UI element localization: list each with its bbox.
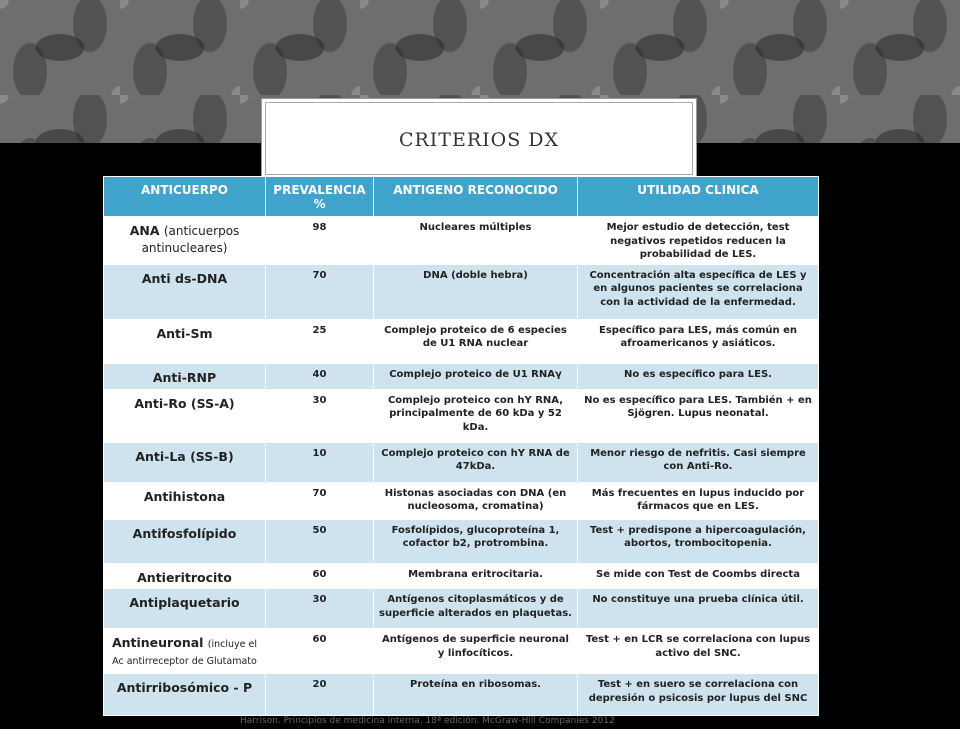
cell-clinical-use: Más frecuentes en lupus inducido por fármacos que en LES. xyxy=(578,482,819,519)
header-anticuerpo: ANTICUERPO xyxy=(104,177,266,217)
cell-prevalence: 10 xyxy=(266,442,374,482)
table-row xyxy=(104,319,819,363)
citation-footer: Harrison. Principios de medicina interna. 18ª edición. McGraw-Hill Companies 2012 xyxy=(240,716,615,726)
cell-clinical-use: Concentración alta específica de LES y en algunos pacientes se correlaciona con la actividad de la enfermedad. xyxy=(578,264,819,319)
cell-antigen: Membrana eritrocitaria. xyxy=(374,563,578,589)
cell-prevalence: 60 xyxy=(266,563,374,589)
antibody-note: (anticuerpos antinucleares) xyxy=(141,224,240,255)
antibody-table-image xyxy=(103,176,818,709)
antibody-name: Antifosfolípido xyxy=(132,525,237,541)
cell-antibody xyxy=(104,482,266,519)
header-antigeno: ANTIGENO RECONOCIDO xyxy=(374,177,578,217)
cell-antigen: Antígenos de superficie neuronal y linfocíticos. xyxy=(374,629,578,674)
cell-antibody xyxy=(104,519,266,563)
cell-antibody xyxy=(104,389,266,442)
antibody-name: Antieritrocito xyxy=(137,569,232,585)
antibody-name: Antineuronal xyxy=(111,635,204,651)
cell-antigen: DNA (doble hebra) xyxy=(374,264,578,319)
table-row xyxy=(104,629,819,674)
cell-clinical-use: Test + en LCR se correlaciona con lupus activo del SNC. xyxy=(578,629,819,674)
cell-antigen: Histonas asociadas con DNA (en nucleosoma, cromatina) xyxy=(374,482,578,519)
table-row xyxy=(104,264,819,319)
cell-antigen: Complejo proteico con hY RNA de 47kDa. xyxy=(374,442,578,482)
cell-antigen: Complejo proteico con hY RNA, principalmente de 60 kDa y 52 kDa. xyxy=(374,389,578,442)
antibody-name: Anti-Sm xyxy=(156,325,213,341)
cell-antibody xyxy=(104,589,266,629)
cell-antibody xyxy=(104,674,266,716)
antibody-table xyxy=(103,176,819,716)
table-row xyxy=(104,363,819,389)
cell-antibody xyxy=(104,363,266,389)
cell-antibody xyxy=(104,629,266,674)
cell-prevalence: 50 xyxy=(266,519,374,563)
cell-clinical-use: Específico para LES, más común en afroamericanos y asiáticos. xyxy=(578,319,819,363)
cell-antigen: Fosfolípidos, glucoproteína 1, cofactor b2, protrombina. xyxy=(374,519,578,563)
cell-antibody xyxy=(104,264,266,319)
table-row xyxy=(104,563,819,589)
cell-antigen: Complejo proteico de U1 RNAγ xyxy=(374,363,578,389)
cell-clinical-use: No constituye una prueba clínica útil. xyxy=(578,589,819,629)
cell-clinical-use: No es específico para LES. También + en Sjögren. Lupus neonatal. xyxy=(578,389,819,442)
antibody-name: ANA xyxy=(129,223,160,238)
header-utilidad: UTILIDAD CLINICA xyxy=(578,177,819,217)
cell-prevalence: 25 xyxy=(266,319,374,363)
header-prevalencia: PREVALENCIA % xyxy=(266,177,374,217)
cell-antigen: Antígenos citoplasmáticos y de superficie alterados en plaquetas. xyxy=(374,589,578,629)
cell-prevalence: 30 xyxy=(266,389,374,442)
cell-antigen: Complejo proteico de 6 especies de U1 RNA nuclear xyxy=(374,319,578,363)
table-header-row xyxy=(104,177,819,217)
cell-antigen: Proteína en ribosomas. xyxy=(374,674,578,716)
table-row xyxy=(104,589,819,629)
cell-prevalence: 98 xyxy=(266,217,374,265)
table-row xyxy=(104,217,819,265)
table-row xyxy=(104,389,819,442)
cell-prevalence: 40 xyxy=(266,363,374,389)
cell-prevalence: 30 xyxy=(266,589,374,629)
cell-clinical-use: No es específico para LES. xyxy=(578,363,819,389)
antibody-name: Anti ds-DNA xyxy=(141,270,228,286)
table-row xyxy=(104,519,819,563)
antibody-name: Anti-La (SS-B) xyxy=(135,448,234,464)
title-box xyxy=(261,98,697,179)
cell-antibody xyxy=(104,563,266,589)
cell-clinical-use: Test + en suero se correlaciona con depresión o psicosis por lupus del SNC xyxy=(578,674,819,716)
cell-clinical-use: Mejor estudio de detección, test negativos repetidos reducen la probabilidad de LES. xyxy=(578,217,819,265)
cell-clinical-use: Menor riesgo de nefritis. Casi siempre con Anti-Ro. xyxy=(578,442,819,482)
cell-clinical-use: Se mide con Test de Coombs directa xyxy=(578,563,819,589)
cell-antigen: Nucleares múltiples xyxy=(374,217,578,265)
antibody-name: Antirribosómico - P xyxy=(116,680,253,696)
antibody-note: (incluye el Ac antirreceptor de Glutamato xyxy=(112,639,258,668)
cell-prevalence: 60 xyxy=(266,629,374,674)
slide-title: CRITERIOS DX xyxy=(398,129,560,151)
cell-prevalence: 70 xyxy=(266,264,374,319)
antibody-name: Antiplaquetario xyxy=(129,595,240,611)
table-row xyxy=(104,482,819,519)
antibody-name: Anti-RNP xyxy=(152,369,217,385)
table-row xyxy=(104,674,819,716)
cell-prevalence: 70 xyxy=(266,482,374,519)
table-row xyxy=(104,442,819,482)
cell-antibody xyxy=(104,217,266,265)
antibody-name: Antihistona xyxy=(143,488,226,504)
cell-antibody xyxy=(104,442,266,482)
cell-clinical-use: Test + predispone a hipercoagulación, abortos, trombocitopenia. xyxy=(578,519,819,563)
antibody-name: Anti-Ro (SS-A) xyxy=(134,395,235,411)
cell-antibody xyxy=(104,319,266,363)
cell-prevalence: 20 xyxy=(266,674,374,716)
table-body xyxy=(104,217,819,716)
